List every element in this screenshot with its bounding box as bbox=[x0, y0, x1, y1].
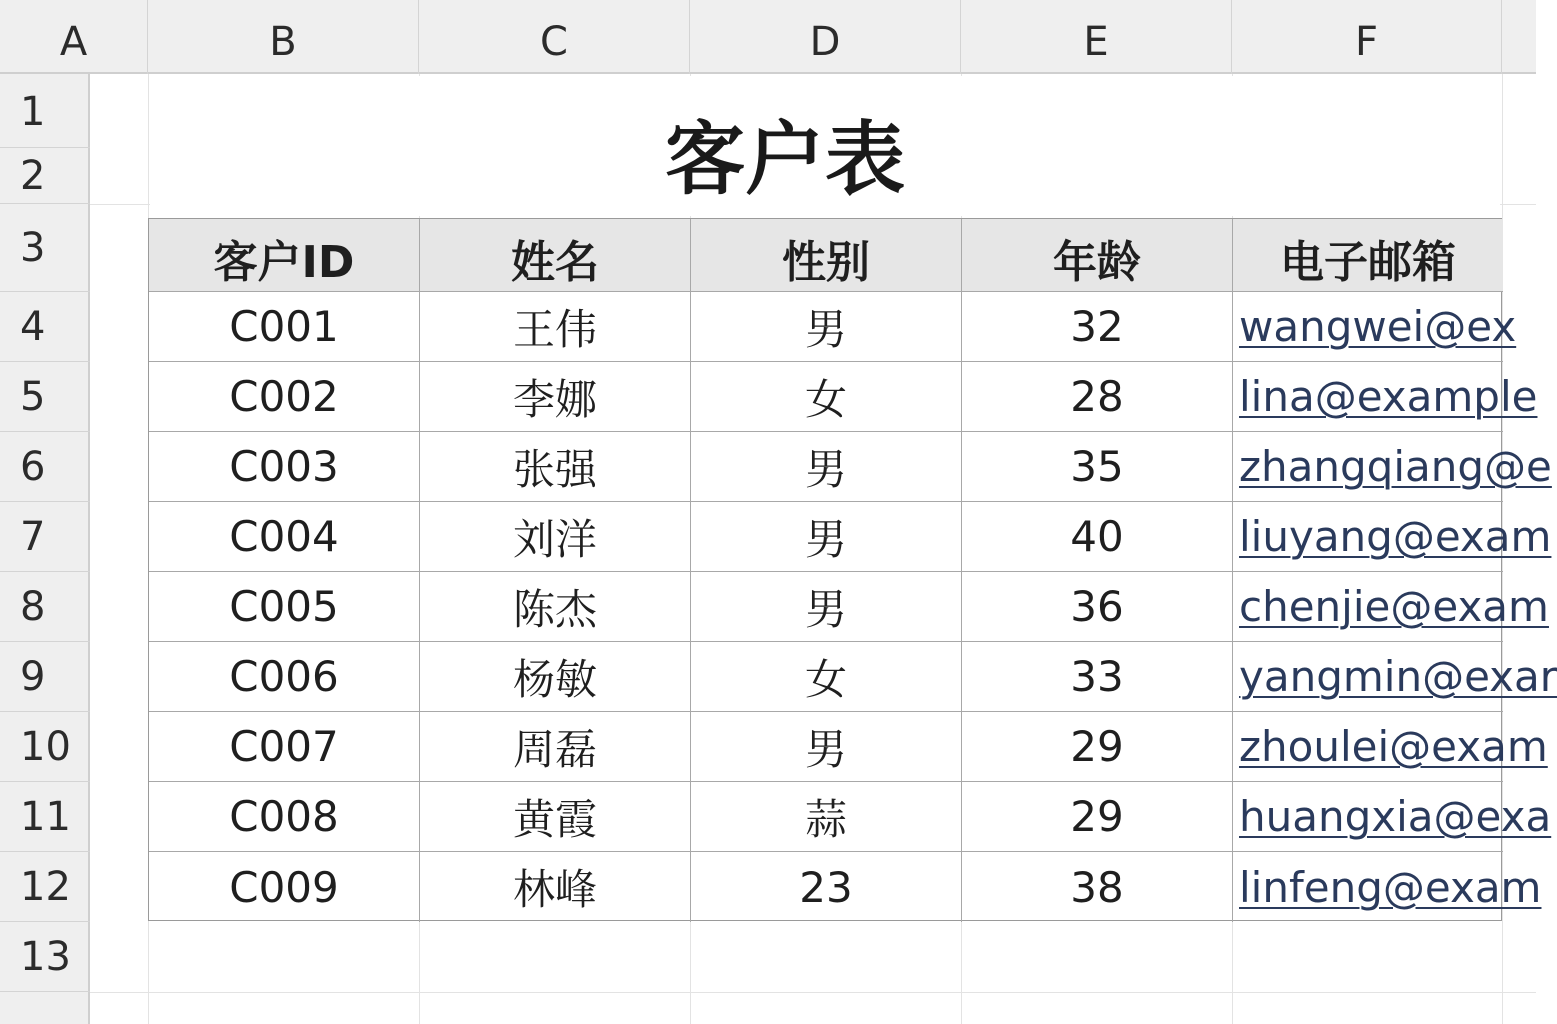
cell-gender[interactable]: 蒜 bbox=[691, 782, 962, 852]
email-link[interactable]: zhoulei@exam bbox=[1239, 722, 1548, 771]
cell-name[interactable]: 李娜 bbox=[420, 362, 691, 432]
row-header-6[interactable]: 6 bbox=[0, 432, 90, 502]
sheet-title: 客户表 bbox=[665, 112, 905, 206]
cell-age[interactable]: 38 bbox=[962, 852, 1233, 922]
row-header-2[interactable]: 2 bbox=[0, 148, 90, 204]
cell-customer-id[interactable]: C007 bbox=[149, 712, 420, 782]
cell-email[interactable] bbox=[1233, 852, 1542, 922]
header-cell-email[interactable]: 电子邮箱 bbox=[1233, 219, 1503, 292]
email-link[interactable]: chenjie@exam bbox=[1239, 582, 1549, 631]
cell-age[interactable]: 36 bbox=[962, 572, 1233, 642]
cell-name[interactable]: 周磊 bbox=[420, 712, 691, 782]
gridline-horizontal bbox=[90, 992, 1536, 993]
row-header-7[interactable]: 7 bbox=[0, 502, 90, 572]
cell-email[interactable] bbox=[1233, 432, 1552, 502]
column-header-a[interactable]: A bbox=[0, 0, 148, 74]
cell-name[interactable]: 林峰 bbox=[420, 852, 691, 922]
email-link[interactable]: zhangqiang@e bbox=[1239, 442, 1552, 491]
customer-table bbox=[148, 218, 1557, 921]
cell-customer-id[interactable]: C003 bbox=[149, 432, 420, 502]
cell-name[interactable]: 刘洋 bbox=[420, 502, 691, 572]
cell-email[interactable] bbox=[1233, 642, 1557, 712]
cell-email[interactable] bbox=[1233, 502, 1552, 572]
row-header-3[interactable]: 3 bbox=[0, 204, 90, 292]
column-header-c[interactable]: C bbox=[419, 0, 690, 74]
cell-gender[interactable]: 女 bbox=[691, 362, 962, 432]
cell-customer-id[interactable]: C002 bbox=[149, 362, 420, 432]
header-cell-name[interactable]: 姓名 bbox=[420, 219, 691, 292]
header-cell-gender[interactable]: 性别 bbox=[691, 219, 962, 292]
cell-age[interactable]: 33 bbox=[962, 642, 1233, 712]
cell-gender[interactable]: 女 bbox=[691, 642, 962, 712]
cell-email[interactable] bbox=[1233, 782, 1552, 852]
email-link[interactable]: lina@example bbox=[1239, 372, 1538, 421]
row-header-13[interactable]: 13 bbox=[0, 922, 90, 992]
email-link[interactable]: wangwei@ex bbox=[1239, 302, 1517, 351]
email-link[interactable]: yangmin@exar bbox=[1239, 652, 1557, 701]
cell-name[interactable]: 杨敏 bbox=[420, 642, 691, 712]
column-header-e[interactable]: E bbox=[961, 0, 1232, 74]
cell-customer-id[interactable]: C006 bbox=[149, 642, 420, 712]
cell-name[interactable]: 黄霞 bbox=[420, 782, 691, 852]
cell-age[interactable]: 40 bbox=[962, 502, 1233, 572]
cell-age[interactable]: 32 bbox=[962, 292, 1233, 362]
cell-customer-id[interactable]: C004 bbox=[149, 502, 420, 572]
row-header-8[interactable]: 8 bbox=[0, 572, 90, 642]
header-cell-age[interactable]: 年龄 bbox=[962, 219, 1233, 292]
cell-customer-id[interactable]: C008 bbox=[149, 782, 420, 852]
cell-customer-id[interactable]: C005 bbox=[149, 572, 420, 642]
row-header-12[interactable]: 12 bbox=[0, 852, 90, 922]
email-link[interactable]: linfeng@exam bbox=[1239, 862, 1542, 912]
cell-age[interactable]: 35 bbox=[962, 432, 1233, 502]
cell-gender[interactable]: 男 bbox=[691, 432, 962, 502]
cell-gender[interactable]: 男 bbox=[691, 572, 962, 642]
row-header-10[interactable]: 10 bbox=[0, 712, 90, 782]
cell-age[interactable]: 29 bbox=[962, 782, 1233, 852]
header-cell-customer-id[interactable]: 客户ID bbox=[149, 219, 420, 292]
cell-email[interactable] bbox=[1233, 712, 1548, 782]
cell-email[interactable] bbox=[1233, 572, 1549, 642]
cell-email[interactable] bbox=[1233, 362, 1538, 432]
cell-customer-id[interactable]: C001 bbox=[149, 292, 420, 362]
cell-gender[interactable]: 男 bbox=[691, 292, 962, 362]
email-link[interactable]: huangxia@exa bbox=[1239, 792, 1552, 841]
cell-customer-id[interactable]: C009 bbox=[149, 852, 420, 922]
column-header-b[interactable]: B bbox=[148, 0, 419, 74]
cell-name[interactable]: 陈杰 bbox=[420, 572, 691, 642]
column-header-f[interactable]: F bbox=[1232, 0, 1502, 74]
cell-age[interactable]: 29 bbox=[962, 712, 1233, 782]
cell-name[interactable]: 张强 bbox=[420, 432, 691, 502]
row-header-1[interactable]: 1 bbox=[0, 76, 90, 148]
cell-email[interactable] bbox=[1233, 292, 1517, 362]
row-header-4[interactable]: 4 bbox=[0, 292, 90, 362]
row-header-5[interactable]: 5 bbox=[0, 362, 90, 432]
cell-gender[interactable]: 男 bbox=[691, 502, 962, 572]
cell-gender[interactable]: 23 bbox=[691, 852, 962, 922]
row-header-11[interactable]: 11 bbox=[0, 782, 90, 852]
column-header-d[interactable]: D bbox=[690, 0, 961, 74]
cell-gender[interactable]: 男 bbox=[691, 712, 962, 782]
cell-name[interactable]: 王伟 bbox=[420, 292, 691, 362]
cell-age[interactable]: 28 bbox=[962, 362, 1233, 432]
row-header-9[interactable]: 9 bbox=[0, 642, 90, 712]
email-link[interactable]: liuyang@exam bbox=[1239, 512, 1552, 561]
